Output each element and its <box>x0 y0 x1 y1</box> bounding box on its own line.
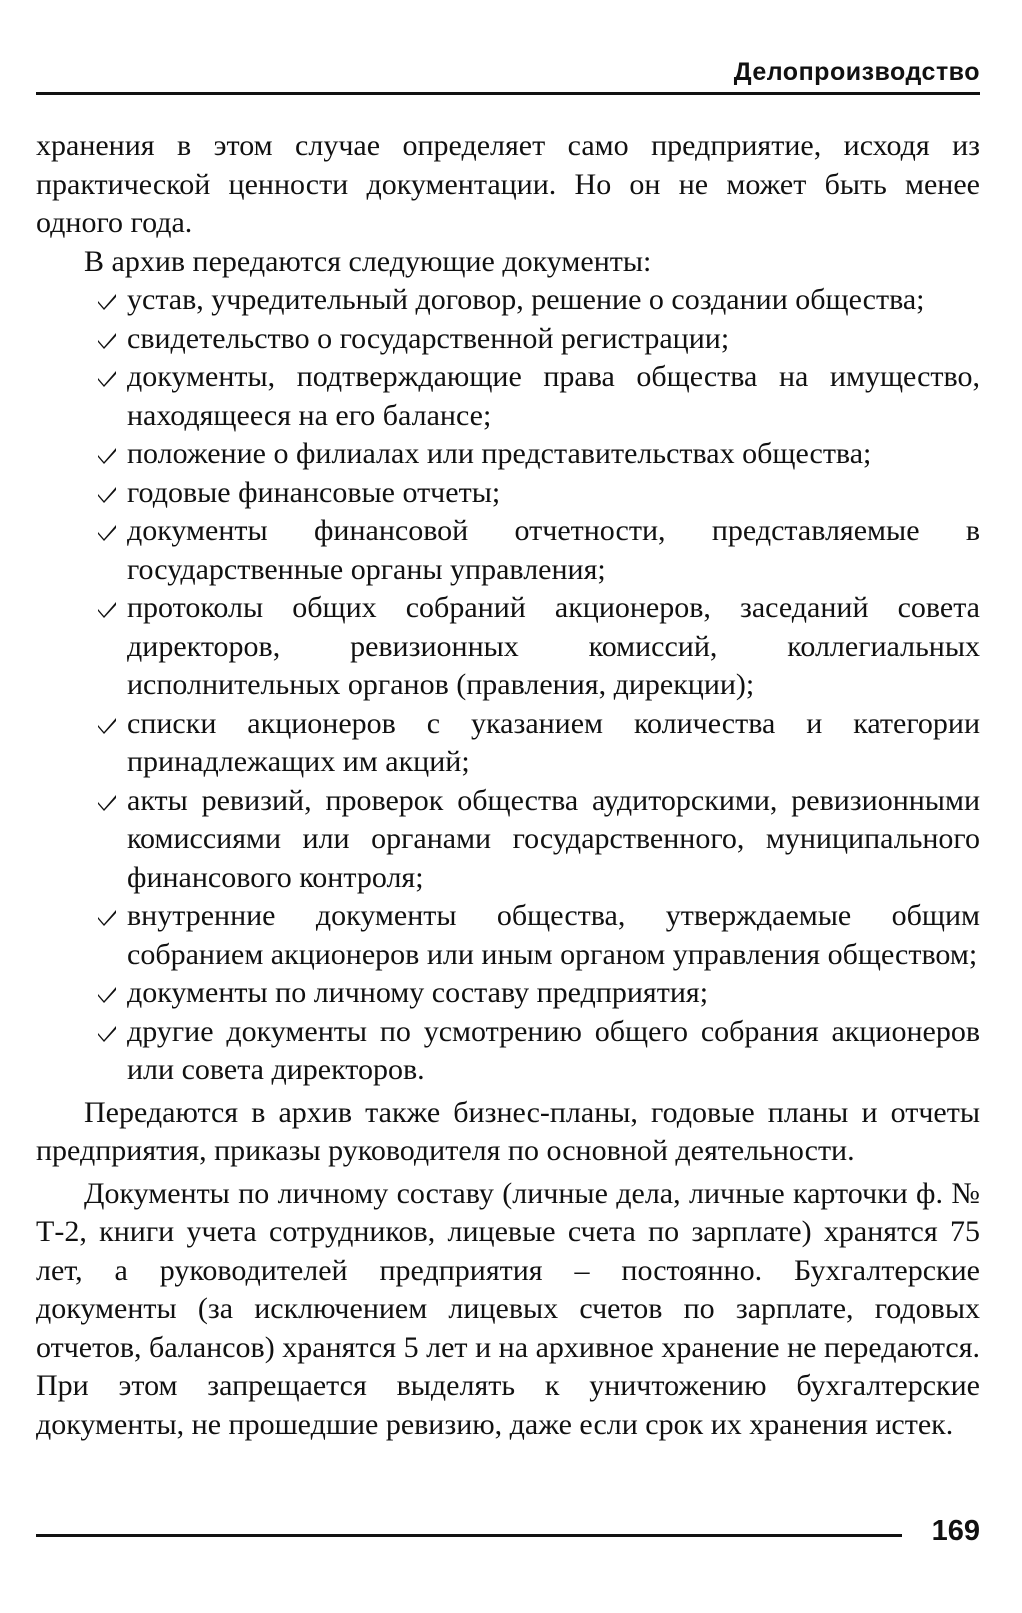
list-item <box>127 320 980 359</box>
paragraph-retention-periods: Документы по личному составу (личные дела, личные карточки ф. № Т-2, книги учета сотрудников, лицевые счета по зарплате) хранятся 75 лет, а руководителей предприятия – постоянно. Бухгалтерские документы (за исключением лицевых счетов по зарплате, годовых отчетов, балансов) хранятся 5 лет и на архивное хранение не передаются. При этом запрещается выделять к уничтожению бухгалтерские документы, не прошедшие ревизию, даже если срок их хранения истек. <box>36 1176 980 1441</box>
check-mark-icon <box>97 715 117 735</box>
list-item <box>127 782 980 898</box>
list-item-text: положение о филиалах или представительствах общества; <box>127 437 872 470</box>
check-mark-icon <box>97 907 117 927</box>
list-item <box>127 474 980 513</box>
page-number: 169 <box>931 1515 980 1547</box>
paragraph-list-intro: В архив передаются следующие документы: <box>84 244 652 278</box>
document-list <box>36 281 980 1090</box>
paragraph-archive-plans: Передаются в архив также бизнес-планы, годовые планы и отчеты предприятия, приказы руководителя по основной деятельности. <box>36 1095 980 1167</box>
check-mark-icon <box>97 984 117 1004</box>
list-item-text: устав, учредительный договор, решение о создании общества; <box>127 283 925 316</box>
check-mark-icon <box>97 291 117 311</box>
check-mark-icon <box>97 484 117 504</box>
list-item <box>127 974 980 1013</box>
list-item-text: документы, подтверждающие права общества на имущество, находящееся на его балансе; <box>127 360 980 432</box>
check-mark-icon <box>97 599 117 619</box>
paragraph-continuation: хранения в этом случае определяет само предприятие, исходя из практической ценности документации. Но он не может быть менее одного года. <box>36 129 980 239</box>
list-item-text: документы по личному составу предприятия; <box>127 976 709 1009</box>
running-header: Делопроизводство <box>733 58 980 86</box>
list-item-text: другие документы по усмотрению общего собрания акционеров или совета директоров. <box>127 1014 980 1086</box>
list-item <box>127 1013 980 1090</box>
list-item-text: годовые финансовые отчеты; <box>127 475 501 509</box>
list-item <box>127 435 980 474</box>
list-item-text: акты ревизий, проверок общества аудиторскими, ревизионными комиссиями или органами государственного, муниципального финансового контроля; <box>127 783 980 894</box>
list-item <box>127 589 980 705</box>
list-item <box>127 358 980 435</box>
list-item <box>127 512 980 589</box>
check-mark-icon <box>97 522 117 542</box>
page-body <box>36 127 980 1444</box>
list-item-text: документы финансовой отчетности, представляемые в государственные органы управления; <box>127 514 980 586</box>
list-item <box>127 705 980 782</box>
list-item <box>127 897 980 974</box>
check-mark-icon <box>97 792 117 812</box>
list-item-text: внутренние документы общества, утверждаемые общим собранием акционеров или иным органом управления обществом; <box>127 899 980 971</box>
list-item-text: протоколы общих собраний акционеров, заседаний совета директоров, ревизионных комиссий, коллегиальных исполнительных органов (правления, дирекции); <box>127 591 980 701</box>
list-item-text: свидетельство о государственной регистрации; <box>127 321 730 355</box>
check-mark-icon <box>97 330 117 350</box>
list-item <box>127 281 980 320</box>
check-mark-icon <box>97 368 117 388</box>
footer-rule <box>36 1534 902 1537</box>
list-item-text: списки акционеров с указанием количества и категории принадлежащих им акций; <box>127 706 980 778</box>
check-mark-icon <box>97 1023 117 1043</box>
header-rule <box>36 92 980 95</box>
check-mark-icon <box>97 445 117 465</box>
